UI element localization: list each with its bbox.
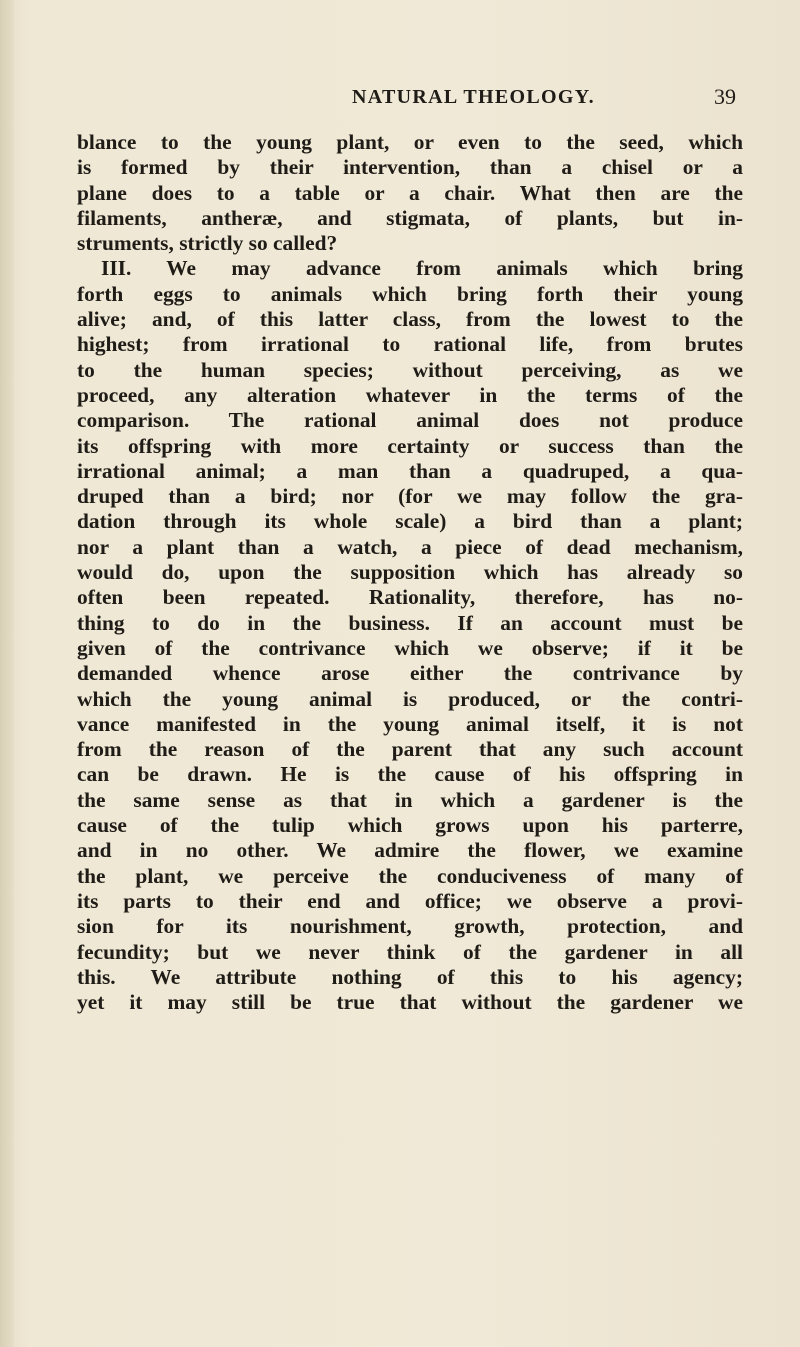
paragraph-start-line: III. We may advance from animals which bring bbox=[101, 256, 743, 281]
text-line: thing to do in the business. If an account must be bbox=[77, 610, 743, 635]
text-line: from the reason of the parent that any such account bbox=[77, 737, 743, 762]
text-line: and in no other. We admire the flower, we examine bbox=[77, 838, 743, 863]
text-line: is formed by their intervention, than a chisel or a bbox=[77, 155, 743, 180]
text-line: fecundity; but we never think of the gardener in all bbox=[77, 939, 743, 964]
text-line: often been repeated. Rationality, therefore, has no- bbox=[77, 585, 743, 610]
text-line: blance to the young plant, or even to the seed, which bbox=[77, 130, 743, 154]
text-line: druped than a bird; nor (for we may follow the gra- bbox=[77, 484, 743, 509]
text-line: would do, upon the supposition which has already so bbox=[77, 560, 743, 585]
text-line: its offspring with more certainty or success than the bbox=[77, 433, 743, 458]
text-line: vance manifested in the young animal itself, it is not bbox=[77, 711, 743, 736]
text-line: its parts to their end and office; we observe a provi- bbox=[77, 888, 743, 913]
page-gutter bbox=[0, 0, 14, 1347]
text-line: irrational animal; a man than a quadruped, a qua- bbox=[77, 458, 743, 483]
text-line: dation through its whole scale) a bird than a plant; bbox=[77, 509, 743, 534]
body-text bbox=[77, 130, 743, 1015]
running-head: NATURAL THEOLOGY. bbox=[352, 86, 595, 108]
text-line: demanded whence arose either the contrivance by bbox=[77, 661, 743, 686]
text-line: cause of the tulip which grows upon his parterre, bbox=[77, 813, 743, 838]
text-line: to the human species; without perceiving, as we bbox=[77, 357, 743, 382]
text-line: forth eggs to animals which bring forth their young bbox=[77, 281, 743, 306]
page-number: 39 bbox=[714, 84, 736, 109]
text-line: the same sense as that in which a gardener is the bbox=[77, 787, 743, 812]
text-line: can be drawn. He is the cause of his offspring in bbox=[77, 762, 743, 787]
text-line: this. We attribute nothing of this to his agency; bbox=[77, 964, 743, 989]
text-line: alive; and, of this latter class, from the lowest to the bbox=[77, 307, 743, 332]
text-line: highest; from irrational to rational life, from brutes bbox=[77, 332, 743, 357]
text-line: sion for its nourishment, growth, protection, and bbox=[77, 914, 743, 939]
text-line: yet it may still be true that without the gardener we bbox=[77, 990, 743, 1015]
text-line: struments, strictly so called? bbox=[77, 231, 338, 256]
text-line: nor a plant than a watch, a piece of dead mechanism, bbox=[77, 534, 743, 559]
text-line: proceed, any alteration whatever in the terms of the bbox=[77, 382, 743, 407]
text-line: which the young animal is produced, or the contri- bbox=[77, 686, 743, 711]
text-line: given of the contrivance which we observe; if it be bbox=[77, 635, 743, 660]
text-line: comparison. The rational animal does not produce bbox=[77, 408, 743, 433]
text-line: the plant, we perceive the conduciveness of many of bbox=[77, 863, 743, 888]
text-line: filaments, antheræ, and stigmata, of plants, but in- bbox=[77, 205, 743, 230]
text-line: plane does to a table or a chair. What then are the bbox=[77, 180, 743, 205]
